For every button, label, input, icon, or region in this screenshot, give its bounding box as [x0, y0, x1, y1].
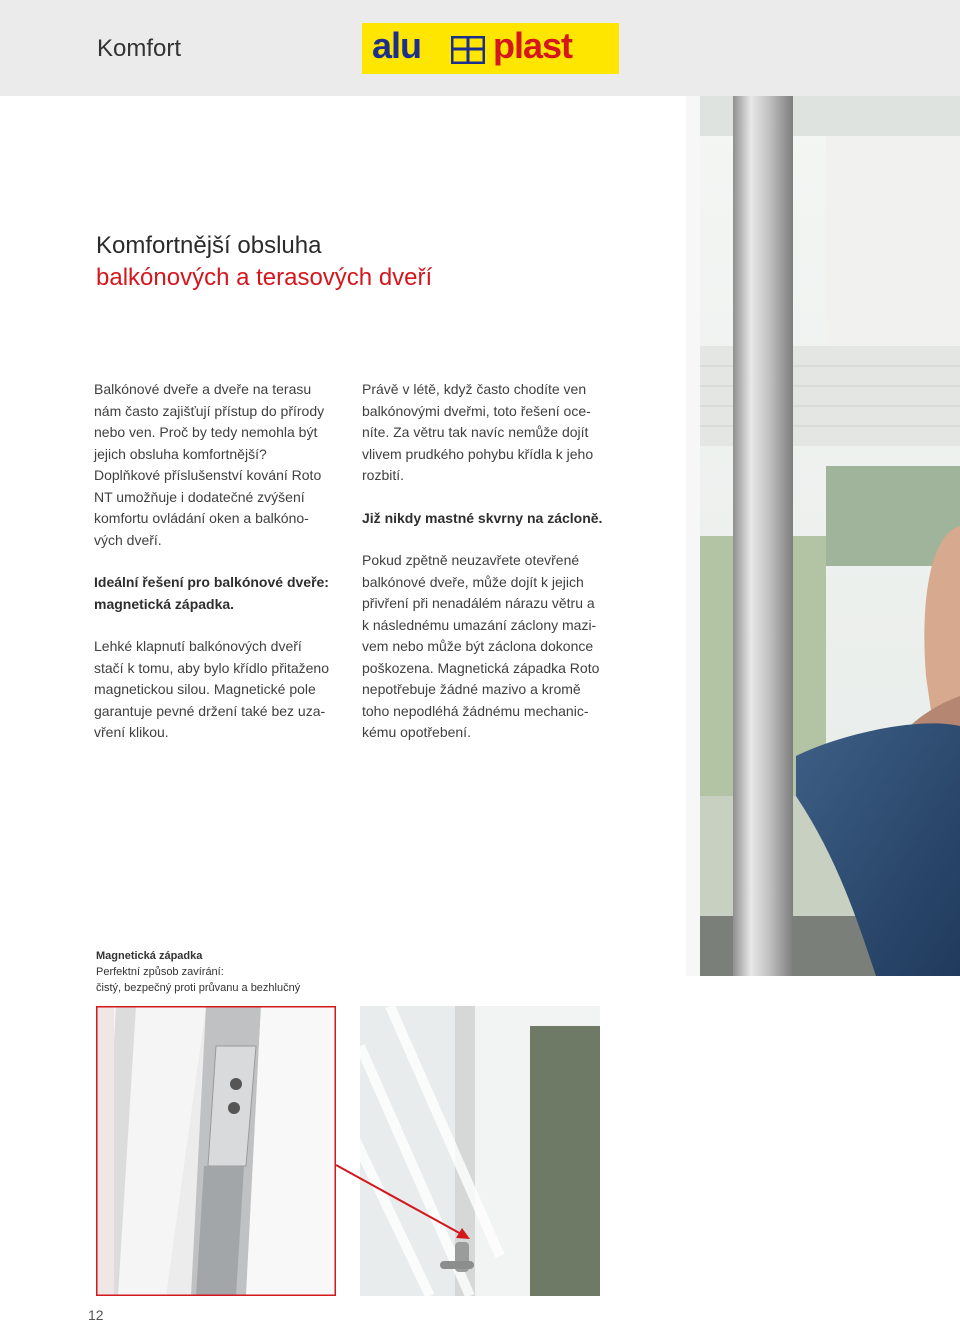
page-number: 12 [88, 1307, 104, 1323]
section-label: Komfort [97, 35, 182, 62]
text-line: balkónové dveře, může dojít k jejich [362, 573, 584, 590]
text-line: Balkónové dveře a dveře na terasu [94, 381, 312, 397]
text-line: NT umožňuje i dodatečné zvýšení [94, 488, 305, 505]
caption-title: Magnetická západka [96, 950, 203, 962]
text-line: vlivem prudkého pohybu křídla k jeho [362, 445, 594, 462]
photo-balcony-door-handle [686, 96, 960, 976]
text-line: Právě v létě, když často chodíte ven [362, 381, 587, 397]
text-line: kému opotřebení. [362, 724, 471, 740]
text-line: magnetickou silou. Magnetické pole [94, 681, 316, 697]
logo-word-left: alu [372, 25, 422, 66]
window-icon [451, 36, 485, 64]
text-line: Lehké klapnutí balkónových dveří [94, 638, 302, 654]
column-right [362, 379, 612, 744]
text-line: nepotřebuje žádné mazivo a kromě [362, 681, 581, 697]
text-line: garantuje pevné držení také bez uza- [94, 702, 326, 719]
text-line: komfortu ovládání oken a balkóno- [94, 510, 309, 526]
text-line: nebo ven. Proč by tedy nemohla být [94, 424, 318, 440]
column-left [94, 379, 344, 744]
photo-caption [96, 948, 300, 996]
caption-line: Perfektní způsob zavírání: [96, 966, 224, 978]
subheading-line: Ideální řešení pro balkónové dveře: [94, 574, 329, 590]
aluplast-logo [362, 23, 619, 74]
caption-line: čistý, bezpečný proti průvanu a bezhlučný [96, 982, 301, 994]
text-line: rozbití. [362, 467, 405, 483]
text-line: Pokud zpětně neuzavřete otevřené [362, 552, 580, 568]
text-line: stačí k tomu, aby bylo křídlo přitaženo [94, 659, 329, 676]
text-line: poškozena. Magnetická západka Roto [362, 659, 600, 676]
text-line: Doplňkové příslušenství kování Roto [94, 467, 322, 483]
page-title-line2: balkónových a terasových dveří [96, 264, 433, 291]
text-line: balkónovými dveřmi, toto řešení oce- [362, 402, 591, 419]
logo-word-right: plast [493, 25, 573, 66]
text-line: níte. Za větru tak navíc nemůže dojít [362, 424, 589, 440]
photo-magnetic-catch-detail [96, 1006, 336, 1296]
text-line: toho nepodléhá žádnému mechanic- [362, 702, 589, 719]
subheading-line: magnetická západka. [94, 595, 235, 612]
text-line: jejich obsluha komfortnější? [94, 445, 267, 462]
subheading-line: Již nikdy mastné skvrny na záclonĕ. [362, 509, 603, 526]
page-title-line1: Komfortnější obsluha [96, 232, 322, 259]
text-line: nám často zajišťují přístup do přírody [94, 402, 325, 419]
photo-door-curtain-handle [360, 1006, 600, 1296]
text-line: k následnému umazání záclony mazi- [362, 616, 597, 633]
text-line: vření klikou. [94, 724, 169, 740]
text-line: vých dveří. [94, 531, 162, 548]
text-line: vem nebo může být záclona dokonce [362, 638, 594, 654]
text-line: přivření při nenadálém nárazu větru a [362, 595, 595, 611]
